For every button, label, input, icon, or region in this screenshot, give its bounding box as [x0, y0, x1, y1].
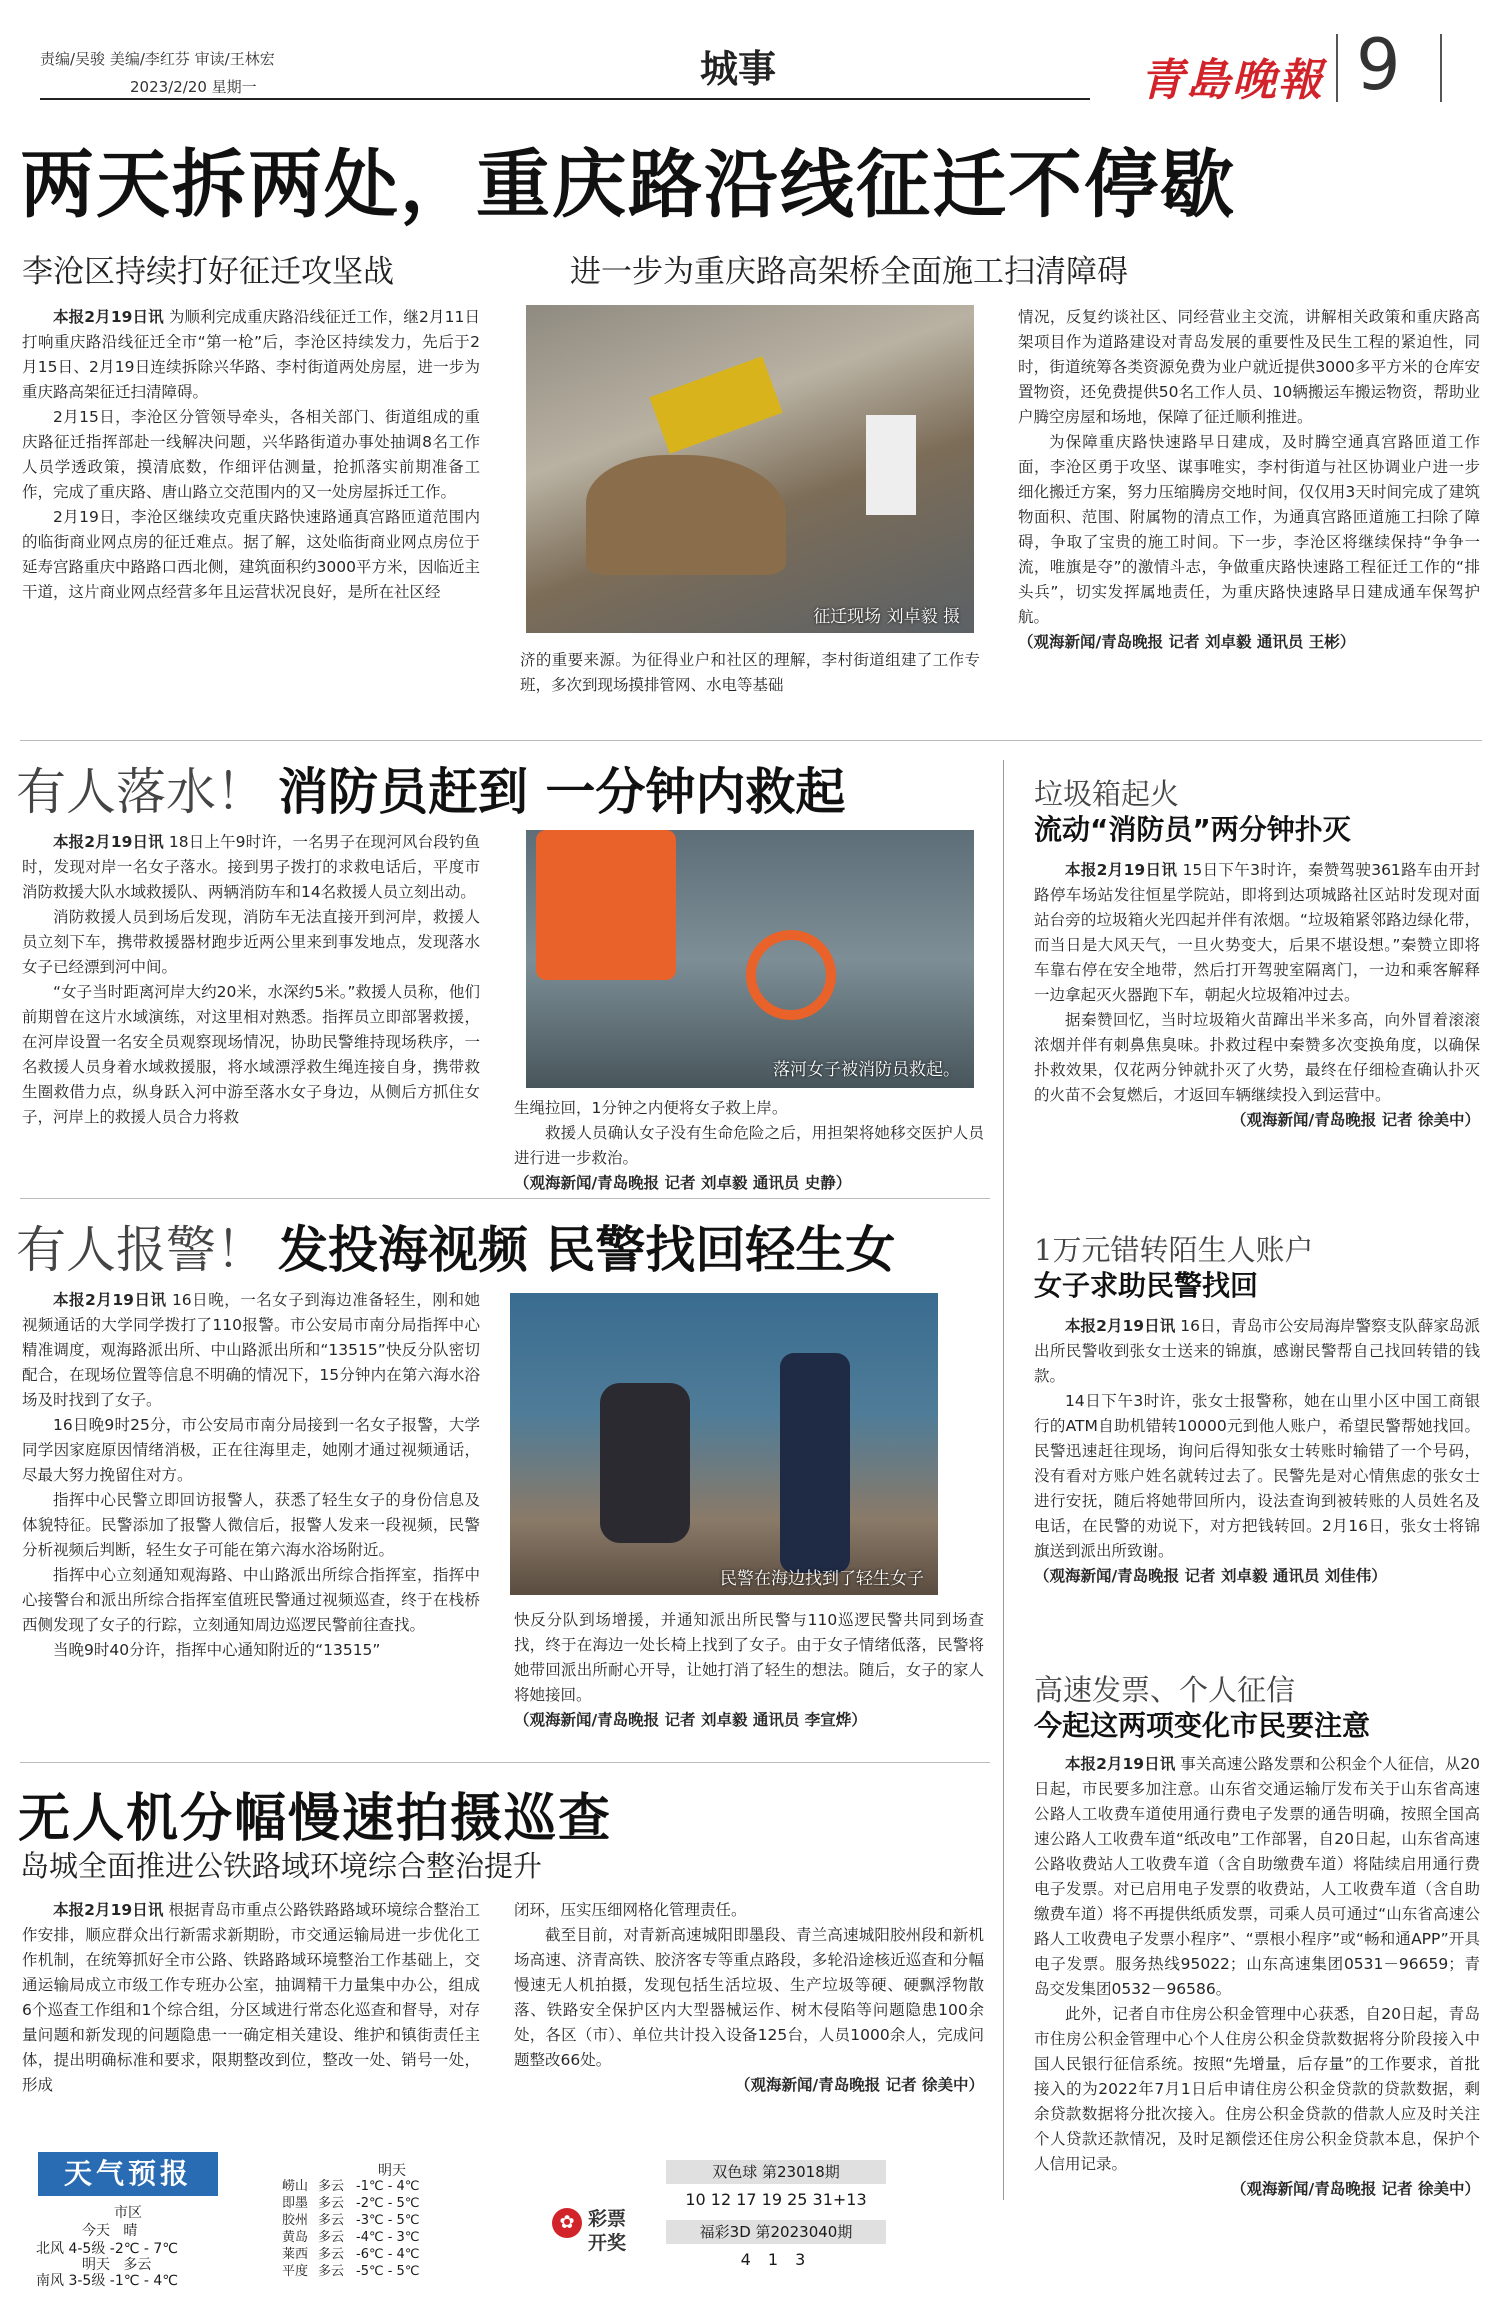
- weather-district-row: [282, 2212, 419, 2229]
- police-headline: 有人报警！ 发投海视频 民警找回轻生女: [16, 1221, 896, 1279]
- lottery-icon: ✿: [552, 2208, 582, 2238]
- drowning-headline: 有人落水！ 消防员赶到 一分钟内救起: [16, 763, 846, 821]
- district-temperature: -3℃ - 5℃: [356, 2213, 420, 2228]
- paragraph: 为保障重庆路快速路早日建成，及时腾空通真宫路匝道工作面，李沧区勇于攻坚、谋事唯实，李村街道与社区协调业户进一步细化搬迁方案，努力压缩腾房交地时间，仅仅用3天时间完成了建筑物面积、范围、附属物的清点工作，为通真宫路匝道施工扫除了障碍，争取了宝贵的施工时间。下一步，李沧区将继续保持“争争一流，唯旗是夺”的激情斗志，争做重庆路快速路工程征迁工作的“排头兵”，切实发挥属地责任，为重庆路快速路早日建成通车保驾护航。: [1018, 433, 1480, 626]
- page-number: 9: [1356, 24, 1401, 106]
- lottery-label-bottom: 开奖: [588, 2232, 627, 2254]
- district-temperature: -6℃ - 4℃: [356, 2247, 420, 2262]
- paragraph: 据秦赞回忆，当时垃圾箱火苗蹿出半米多高，向外冒着滚滚浓烟并伴有刺鼻焦臭味。扑救过程中秦赞多次变换角度，以确保扑救效果，仅花两分钟就扑灭了火势，最终在仔细检查确认扑灭的火苗不会复燃后，才返回车辆继续投入到运营中。: [1034, 1011, 1480, 1104]
- police-photo: [510, 1293, 938, 1595]
- paragraph: 16日晚9时25分，市公安局市南分局接到一名女子报警，大学同学因家庭原因情绪消极，正在往海里走，她刚才通过视频通话，尽最大努力挽留住对方。: [22, 1416, 480, 1484]
- weather-tomorrow-line: 南风 3-5级 -1℃ - 4℃: [36, 2273, 179, 2289]
- paragraph: 指挥中心民警立即回访报警人，获悉了轻生女子的身份信息及体貌特征。民警添加了报警人微信后，报警人发来一段视频，民警分析视频后判断，轻生女子可能在第六海水浴场附近。: [22, 1491, 480, 1559]
- paragraph: 消防救援人员到场后发现，消防车无法直接开到河岸，救援人员立刻下车，携带救援器材跑步近两公里来到事发地点，发现落水女子已经漂到河中间。: [22, 908, 480, 976]
- byline: （观海新闻/青岛晚报 记者 徐美中）: [1231, 1111, 1480, 1129]
- lead-subhead-right: 进一步为重庆路高架桥全面施工扫清障碍: [570, 254, 1128, 290]
- newspaper-logo: 青島晚報: [1140, 55, 1324, 106]
- weather-districts-header: 明天: [378, 2163, 406, 2179]
- header-staff: 责编/吴骏 美编/李红芬 审读/王林宏: [40, 50, 275, 68]
- photo-caption: 民警在海边找到了轻生女子: [720, 1569, 924, 1589]
- weather-tomorrow: 明天 多云: [82, 2257, 152, 2273]
- weather-district-list: [282, 2178, 419, 2280]
- paragraph: 指挥中心立刻通知观海路、中山路派出所综合指挥室，指挥中心接警台和派出所综合指挥室值班民警通过视频巡查，终于在栈桥西侧发现了女子的行踪，立刻通知周边巡逻民警前往查找。: [22, 1566, 480, 1634]
- district-temperature: -1℃ - 4℃: [356, 2179, 420, 2194]
- district-condition: 多云: [318, 2179, 345, 2194]
- section-title: 城事: [700, 46, 777, 91]
- toll-headline-bold: 今起这两项变化市民要注意: [1034, 1709, 1371, 1742]
- district-name: 黄岛: [282, 2230, 309, 2245]
- paragraph: 截至目前，对青新高速城阳即墨段、青兰高速城阳胶州段和新机场高速、济青高铁、胶济客专等重点路段，多轮沿途核近巡查和分幅慢速无人机拍摄，发现包括生活垃圾、生产垃圾等硬、硬飘浮物散落、铁路安全保护区内大型器械运作、树木侵陷等问题隐患100余处，各区（市）、单位共计投入设备125台，人员1000余人，完成问题整改66处。: [514, 1926, 984, 2069]
- district-condition: 多云: [318, 2196, 345, 2211]
- rescue-photo: [526, 830, 974, 1088]
- lead-headline: 两天拆两处，重庆路沿线征迁不停歇: [20, 142, 1236, 228]
- paragraph: 济的重要来源。为征得业户和社区的理解，李村街道组建了工作专班，多次到现场摸排管网、水电等基础: [520, 651, 980, 694]
- byline: （观海新闻/青岛晚报 记者 徐美中）: [1231, 2180, 1480, 2198]
- weather-district-row: [282, 2246, 419, 2263]
- paragraph: 2月19日，李沧区继续攻克重庆路快速路通真宫路匝道范围内的临街商业网点房的征迁难点。据了解，这处临街商业网点房位于延寿宫路重庆中路路口西北侧，建筑面积约3000平方米，因临近主干道，这片商业网点经营多年且运营状况良好，是所在社区经: [22, 508, 480, 601]
- lottery-box: [548, 2150, 888, 2286]
- district-name: 即墨: [282, 2196, 309, 2211]
- district-condition: 多云: [318, 2247, 345, 2262]
- paragraph: 14日下午3时许，张女士报警称，她在山里小区中国工商银行的ATM自助机错转10000元到他人账户，希望民警帮她找回。民警迅速赶往现场，询问后得知张女士转账时输错了一个号码，没有看对方账户姓名就转过去了。民警先是对心情焦虑的张女士进行安抚，随后将她带回所内，设法查询到被转账的人员姓名及电话，在民警的劝说下，对方把钱转回。2月16日，张女士将锦旗送到派出所致谢。: [1034, 1392, 1480, 1560]
- byline: （观海新闻/青岛晚报 记者 徐美中）: [735, 2076, 984, 2094]
- byline: （观海新闻/青岛晚报 记者 刘卓毅 通讯员 王彬）: [1018, 633, 1356, 651]
- paragraph: 生绳拉回，1分钟之内便将女子救上岸。: [514, 1099, 788, 1117]
- district-condition: 多云: [318, 2230, 345, 2245]
- paragraph: 情况，反复约谈社区、同经营业主交流，讲解相关政策和重庆路高架项目作为道路建设对青岛发展的重要性及民生工程的紧迫性，同时，街道统筹各类资源免费为业户就近提供3000多平方米的仓库安置物资，还免费提供50名工作人员、10辆搬运车搬运物资，帮助业户腾空房屋和场地，保障了征迁顺利推进。: [1018, 308, 1480, 426]
- lead-col3: [1018, 305, 1480, 655]
- photo-caption: 征迁现场 刘卓毅 摄: [813, 607, 960, 627]
- district-temperature: -2℃ - 5℃: [356, 2196, 420, 2211]
- paragraph: 救援人员确认女子没有生命危险之后，用担架将她移交医护人员进行进一步救治。: [514, 1124, 984, 1167]
- weather-district-row: [282, 2195, 419, 2212]
- weather-today-line: 北风 4-5级 -2℃ - 7℃: [36, 2241, 179, 2257]
- transfer-headline-light: 1万元错转陌生人账户: [1034, 1233, 1314, 1267]
- weather-box: [22, 2148, 538, 2289]
- trash-headline-bold: 流动“消防员”两分钟扑灭: [1034, 813, 1351, 846]
- paragraph: 此外，记者自市住房公积金管理中心获悉，自20日起，青岛市住房公积金管理中心个人住房公积金贷款数据将分阶段接入中国人民银行征信系统。按照“先增量，后存量”的工作要求，首批接入的为2022年7月1日后申请住房公积金贷款的贷款数据，剩余贷款数据将分批次接入。住房公积金贷款的借款人应及时关注个人贷款还款情况，及时足额偿还住房公积金贷款本息，保护个人信用记录。: [1034, 2005, 1480, 2173]
- lottery-game2: 福彩3D 第2023040期: [666, 2220, 886, 2244]
- photo-caption: 落河女子被消防员救起。: [773, 1060, 960, 1080]
- weather-city: 市区: [114, 2205, 142, 2221]
- lottery-game2-numbers: 4 1 3: [740, 2250, 812, 2269]
- lottery-game1: 双色球 第23018期: [666, 2160, 886, 2184]
- dateline: 本报2月19日讯: [53, 308, 164, 326]
- paragraph: 当晚9时40分许，指挥中心通知附近的“13515”: [53, 1641, 381, 1659]
- paragraph: 2月15日，李沧区分管领导牵头，各相关部门、街道组成的重庆路征迁指挥部赴一线解决问题，兴华路街道办事处抽调8名工作人员学透政策，摸清底数，作细评估测量，抢抓落实前期准备工作，完成了重庆路、唐山路立交范围内的又一处房屋拆迁工作。: [22, 408, 480, 501]
- district-name: 莱西: [282, 2247, 309, 2262]
- byline: （观海新闻/青岛晚报 记者 刘卓毅 通讯员 刘佳伟）: [1034, 1567, 1387, 1585]
- lead-col1: [22, 305, 480, 605]
- trash-headline-light: 垃圾箱起火: [1034, 777, 1180, 811]
- weather-today: 今天 晴: [82, 2223, 138, 2239]
- byline: （观海新闻/青岛晚报 记者 刘卓毅 通讯员 李宣烨）: [514, 1711, 867, 1729]
- district-condition: 多云: [318, 2213, 345, 2228]
- byline: （观海新闻/青岛晚报 记者 刘卓毅 通讯员 史静）: [514, 1174, 852, 1192]
- demolition-photo: [526, 305, 974, 633]
- paragraph: 快反分队到场增援，并通知派出所民警与110巡逻民警共同到场查找，终于在海边一处长椅上找到了女子。由于女子情绪低落，民警将她带回派出所耐心开导，让她打消了轻生的想法。随后，女子的家人将她接回。: [514, 1611, 984, 1704]
- paragraph: “女子当时距离河岸大约20米，水深约5米。”救援人员称，他们前期曾在这片水域演练，对这里相对熟悉。指挥员立即部署救援，在河岸设置一名安全员观察现场情况，协助民警维持现场秩序，一名救援人员身着水域救援服，将水域漂浮救生绳连接自身，携带救生圈救借力点，纵身跃入河中游至落水女子身边，从侧后方抓住女子，河岸上的救援人员合力将救: [22, 983, 480, 1126]
- district-name: 崂山: [282, 2179, 309, 2194]
- paragraph: 事关高速公路发票和公积金个人征信，从20日起，市民要多加注意。山东省交通运输厅发布关于山东省高速公路人工收费车道使用通行费电子发票的通告明确，按照全国高速公路人工收费车道“纸改电”工作部署，自20日起，山东省高速公路收费站人工收费车道（含自助缴费车道）将陆续启用通行费电子发票。对已启用电子发票的收费站，人工收费车道（含自助缴费车道）将不再提供纸质发票，司乘人员可通过“山东省高速公路人工收费电子发票小程序”、“票根小程序”或“畅和通APP”开具电子发票。服务热线95022；山东高速集团0531－96659；青岛交发集团0532－96586。: [1034, 1755, 1480, 1998]
- header-date: 2023/2/20 星期一: [130, 78, 257, 96]
- weather-district-row: [282, 2229, 419, 2246]
- toll-headline-light: 高速发票、个人征信: [1034, 1673, 1296, 1707]
- district-condition: 多云: [318, 2264, 345, 2279]
- paragraph: 为顺利完成重庆路沿线征迁工作，继2月11日打响重庆路沿线征迁全市“第一枪”后，李沧区持续发力，先后于2月15日、2月19日连续拆除兴华路、李村街道两处房屋，进一步为重庆路高架征迁扫清障碍。: [22, 308, 480, 401]
- paragraph: 18日上午9时许，一名男子在现河风台段钓鱼时，发现对岸一名女子落水。接到男子拨打的求救电话后，平度市消防救援大队水域救援队、两辆消防车和14名救援人员立刻出动。: [22, 833, 480, 901]
- weather-district-row: [282, 2263, 419, 2280]
- paragraph: 根据青岛市重点公路铁路路域环境综合整治工作安排，顺应群众出行新需求新期盼，市交通运输局进一步优化工作机制，在统筹抓好全市公路、铁路路域环境整治工作基础上，交通运输局成立市级工作专班办公室，抽调精干力量集中办公，组成6个巡查工作组和1个综合组，分区域进行常态化巡查和督导，对存量问题和新发现的问题隐患一一确定相关建设、维护和镇街责任主体，提出明确标准和要求，限期整改到位，整改一处、销号一处，形成: [22, 1901, 480, 2094]
- weather-district-row: [282, 2178, 419, 2195]
- paragraph: 15日下午3时许，秦赞驾驶361路车由开封路停车场站发往恒星学院站，即将到达项城路社区站时发现对面站台旁的垃圾箱火光四起并伴有浓烟。“垃圾箱紧邻路边绿化带，而当日是大风天气，一旦火势变大，后果不堪设想。”秦赞立即将车靠右停在安全地带，然后打开驾驶室隔离门，一边和乘客解释一边拿起灭火器跑下车，朝起火垃圾箱冲过去。: [1034, 861, 1481, 1004]
- weather-title: 天气预报: [38, 2152, 218, 2196]
- drone-subhead: 岛城全面推进公铁路域环境综合整治提升: [20, 1849, 543, 1883]
- paragraph: 闭环，压实压细网格化管理责任。: [514, 1901, 747, 1919]
- paragraph: 16日，青岛市公安局海岸警察支队薛家岛派出所民警收到张女士送来的锦旗，感谢民警帮自己找回转错的钱款。: [1034, 1317, 1480, 1385]
- paragraph: 16日晚，一名女子到海边准备轻生，刚和她视频通话的大学同学拨打了110报警。市公安局市南分局指挥中心精准调度，观海路派出所、中山路派出所和“13515”快反分队密切配合，在现场位置等信息不明确的情况下，15分钟内在第六海水浴场及时找到了女子。: [22, 1291, 480, 1409]
- lottery-label-top: 彩票: [588, 2208, 627, 2230]
- district-temperature: -4℃ - 3℃: [356, 2230, 420, 2245]
- district-name: 平度: [282, 2264, 309, 2279]
- transfer-headline-bold: 女子求助民警找回: [1034, 1269, 1259, 1302]
- district-temperature: -5℃ - 5℃: [356, 2264, 420, 2279]
- district-name: 胶州: [282, 2213, 309, 2228]
- lead-subhead-left: 李沧区持续打好征迁攻坚战: [22, 254, 394, 290]
- lottery-game1-numbers: 10 12 17 19 25 31+13: [685, 2190, 867, 2209]
- drone-headline: 无人机分幅慢速拍摄巡查: [18, 1789, 613, 1849]
